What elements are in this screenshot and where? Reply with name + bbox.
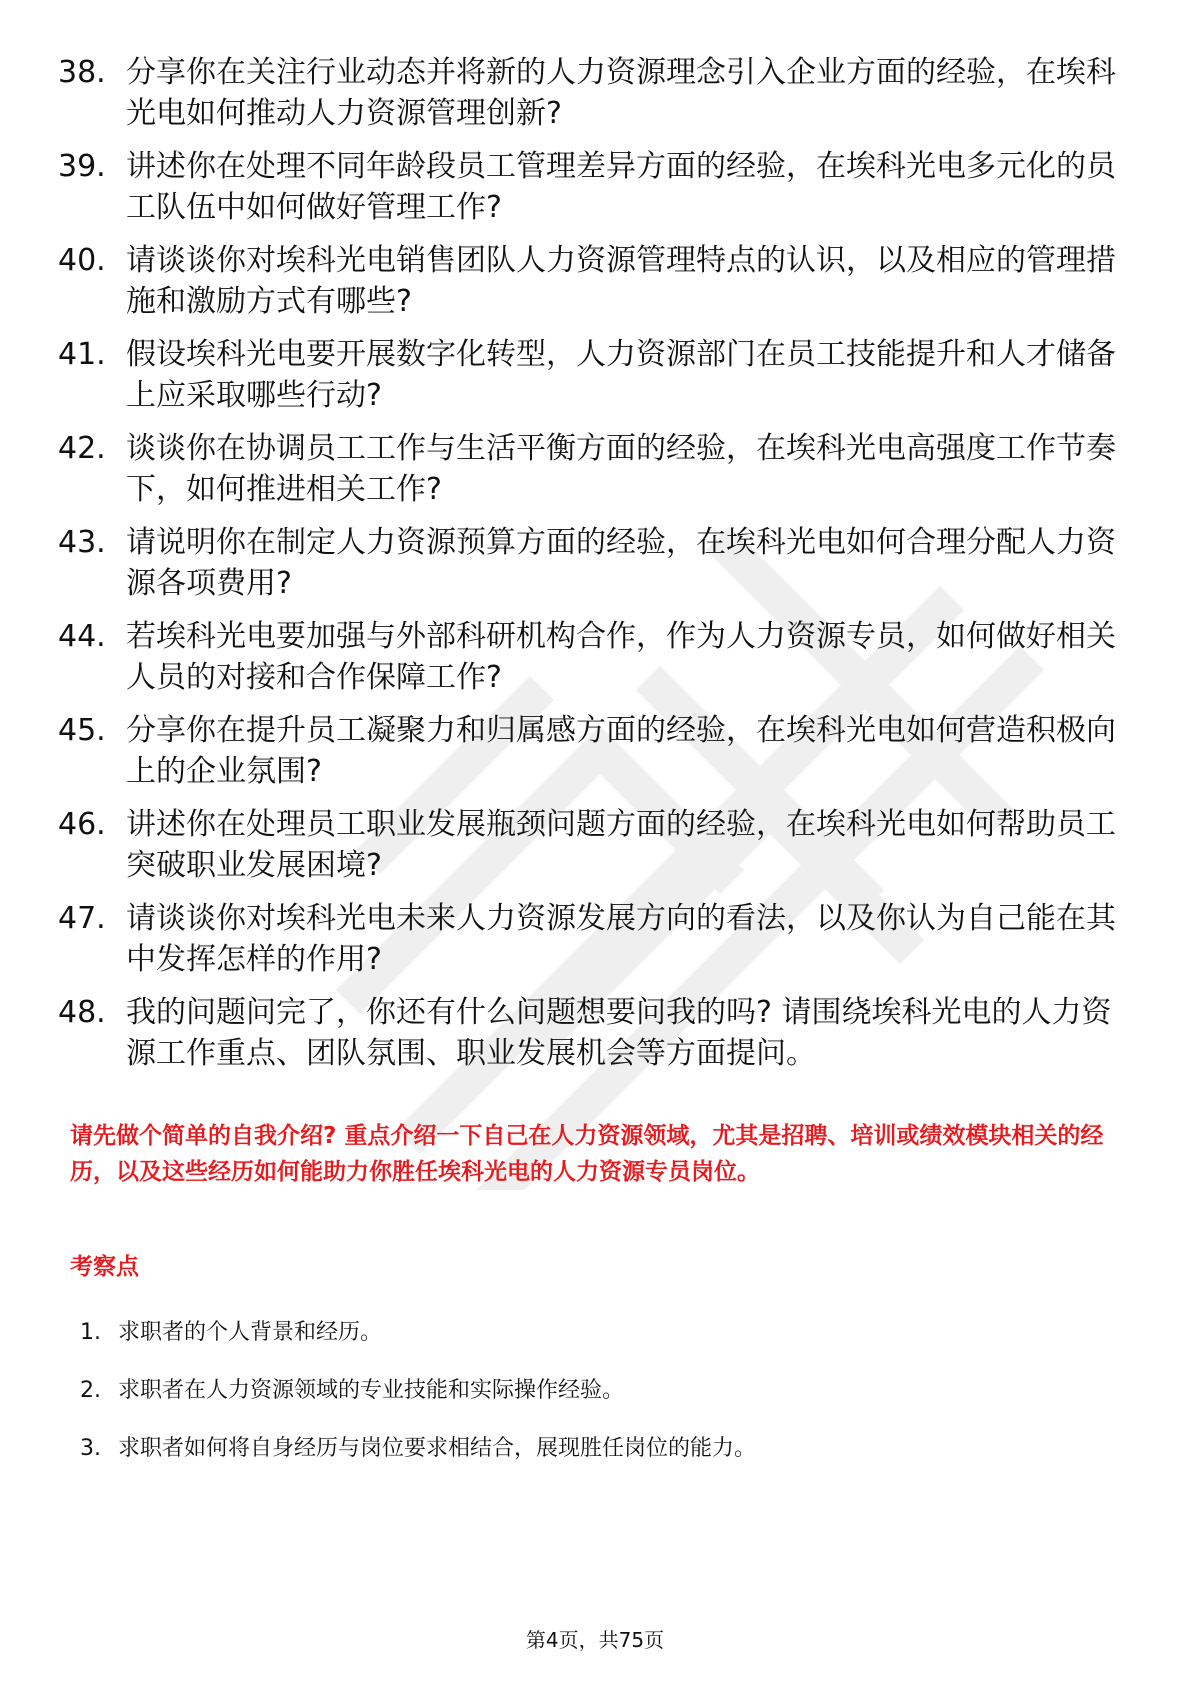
assessment-points-heading: 考察点 [70, 1254, 139, 1280]
question-number: 39. [58, 149, 106, 184]
point-text: 求职者在人力资源领域的专业技能和实际操作经验。 [118, 1378, 625, 1403]
question-number: 46. [58, 807, 106, 842]
question-number: 47. [58, 901, 106, 936]
question-number: 45. [58, 713, 106, 748]
question-text: 请谈谈你对埃科光电销售团队人力资源管理特点的认识，以及相应的管理措施和激励方式有哪些? [126, 243, 1116, 319]
page-footer: 第4页，共75页 [525, 1628, 665, 1652]
question-text: 请谈谈你对埃科光电未来人力资源发展方向的看法，以及你认为自己能在其中发挥怎样的作用? [126, 901, 1116, 977]
question-text: 讲述你在处理不同年龄段员工管理差异方面的经验，在埃科光电多元化的员工队伍中如何做好管理工作? [126, 149, 1116, 225]
question-item [58, 334, 1138, 416]
question-text: 讲述你在处理员工职业发展瓶颈问题方面的经验，在埃科光电如何帮助员工突破职业发展困境? [126, 807, 1116, 883]
assessment-point [80, 1316, 1120, 1350]
point-number: 2. [80, 1378, 101, 1403]
assessment-points-list [80, 1316, 1120, 1490]
assessment-point [80, 1374, 1120, 1408]
point-text: 求职者如何将自身经历与岗位要求相结合，展现胜任岗位的能力。 [118, 1436, 757, 1461]
question-item [58, 52, 1138, 134]
question-number: 44. [58, 619, 106, 654]
question-list [58, 52, 1138, 1086]
assessment-point [80, 1432, 1120, 1466]
question-number: 38. [58, 55, 106, 90]
question-item [58, 804, 1138, 886]
question-text: 我的问题问完了，你还有什么问题想要问我的吗? 请围绕埃科光电的人力资源工作重点、团队氛围、职业发展机会等方面提问。 [126, 995, 1112, 1071]
question-item [58, 710, 1138, 792]
question-number: 41. [58, 337, 106, 372]
question-item [58, 428, 1138, 510]
question-text: 假设埃科光电要开展数字化转型，人力资源部门在员工技能提升和人才储备上应采取哪些行动? [126, 337, 1116, 413]
question-item [58, 146, 1138, 228]
question-number: 42. [58, 431, 106, 466]
question-item [58, 992, 1138, 1074]
question-item [58, 898, 1138, 980]
question-text: 请说明你在制定人力资源预算方面的经验，在埃科光电如何合理分配人力资源各项费用? [126, 525, 1116, 601]
question-number: 48. [58, 995, 106, 1030]
question-item [58, 616, 1138, 698]
point-number: 1. [80, 1320, 101, 1345]
question-item [58, 240, 1138, 322]
question-number: 40. [58, 243, 106, 278]
point-text: 求职者的个人背景和经历。 [118, 1320, 383, 1345]
question-text: 若埃科光电要加强与外部科研机构合作，作为人力资源专员，如何做好相关人员的对接和合作保障工作? [126, 619, 1116, 695]
question-item [58, 522, 1138, 604]
question-number: 43. [58, 525, 106, 560]
self-intro-question: 请先做个简单的自我介绍? 重点介绍一下自己在人力资源领域，尤其是招聘、培训或绩效模块相关的经历，以及这些经历如何能助力你胜任埃科光电的人力资源专员岗位。 [70, 1123, 1104, 1185]
question-text: 分享你在关注行业动态并将新的人力资源理念引入企业方面的经验，在埃科光电如何推动人力资源管理创新? [126, 55, 1116, 131]
question-text: 谈谈你在协调员工工作与生活平衡方面的经验，在埃科光电高强度工作节奏下，如何推进相关工作? [126, 431, 1116, 507]
point-number: 3. [80, 1436, 101, 1461]
question-text: 分享你在提升员工凝聚力和归属感方面的经验，在埃科光电如何营造积极向上的企业氛围? [126, 713, 1116, 789]
